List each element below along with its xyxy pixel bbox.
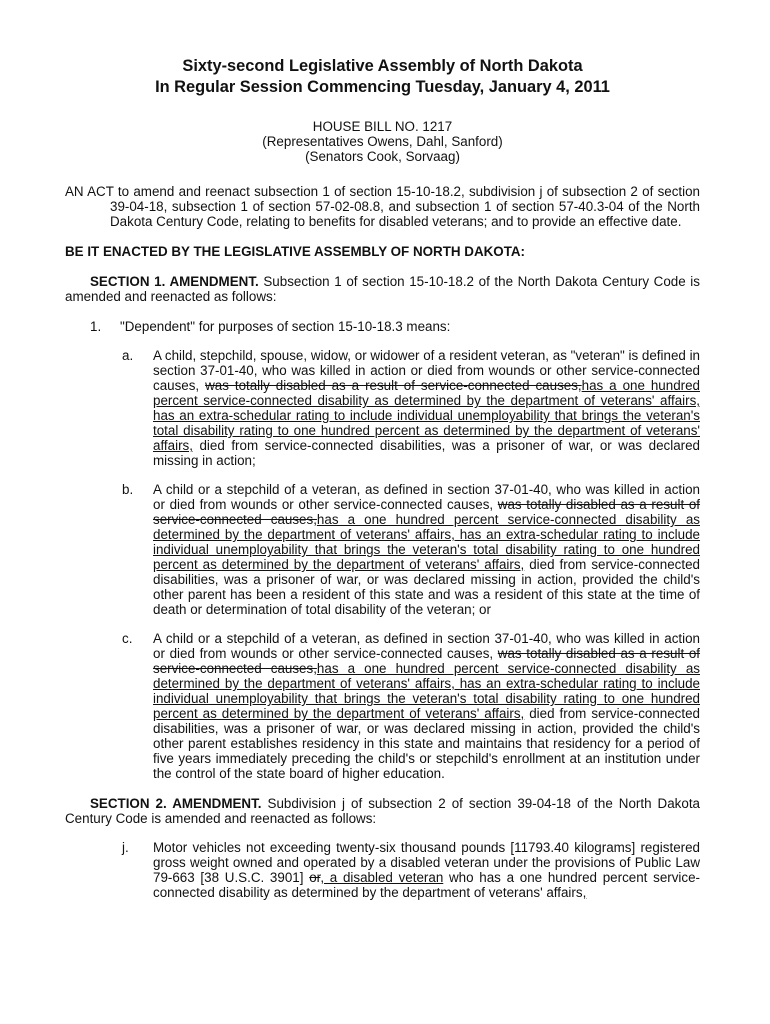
subdivision-c-post: died from service-connected disabilities, was a prisoner of war, or was declared missing in action, provided the child's other parent establishes residency in this state and maintains that residency for a period of five years immediately preceding the child's or stepchild's enrollment at an institution under the control of the state board of higher education. [153, 706, 700, 781]
subdivision-c [65, 631, 700, 781]
subdivision-c-pre: A child or a stepchild of a veteran, as defined in section 37-01-40, who was killed in action or died from wounds or other service-connected causes, [153, 631, 700, 661]
subsection-1-text: "Dependent" for purposes of section 15-10-18.3 means: [120, 319, 451, 334]
subdivision-b [65, 482, 700, 617]
act-title: AN ACT to amend and reenact subsection 1 of section 15-10-18.2, subdivision j of subsection 2 of section 39-04-18, subsection 1 of section 57-02-08.8, and subsection 1 of section 57-40.3-04 of the North Dakota Century Code, relating to benefits for disabled veterans; and to provide an effective date. [65, 184, 700, 229]
subdivision-a-inserted: has a one hundred percent service-connected disability as determined by the department of veterans' affairs, has an extra-schedular rating to include individual unemployability that brings the veteran's total disability rating to one hundred percent as determined by the department of veterans' affairs, [153, 378, 700, 453]
subdivision-b-pre: A child or a stepchild of a veteran, as defined in section 37-01-40, who was killed in action or died from wounds or other service-connected causes, [153, 482, 700, 512]
section-1-heading: SECTION 1. AMENDMENT. [90, 274, 259, 289]
subdivision-j-pre: Motor vehicles not exceeding twenty-six thousand pounds [11793.40 kilograms] registered gross weight owned and operated by a disabled veteran under the provisions of Public Law 79-663 [38 U.S.C. 3901] [153, 840, 700, 885]
document-title-line2: In Regular Session Commencing Tuesday, January 4, 2011 [155, 78, 610, 96]
section-1-intro [65, 274, 700, 304]
subdivision-b-inserted: has a one hundred percent service-connected disability as determined by the department of veterans' affairs, has an extra-schedular rating to include individual unemployability that brings the veteran's total disability rating to one hundred percent as determined by the department of veterans' affairs, [153, 512, 700, 572]
bill-number: HOUSE BILL NO. 1217 [312, 119, 453, 134]
document-title-line1: Sixty-second Legislative Assembly of North Dakota [182, 57, 583, 75]
subdivision-j [65, 840, 700, 900]
subdivision-c-letter: c. [122, 631, 133, 646]
subsection-1-number: 1. [90, 319, 102, 334]
subdivision-a-letter: a. [122, 348, 134, 363]
subdivision-a-text [153, 348, 700, 468]
subdivision-j-deleted: or [309, 870, 321, 885]
bill-senators: (Senators Cook, Sorvaag) [305, 149, 460, 164]
subdivision-a-pre: A child, stepchild, spouse, widow, or widower of a resident veteran, as "veteran" is defined in section 37-01-40, who was killed in action or died from wounds or other service-connected causes, [153, 348, 700, 393]
section-1-text: Subsection 1 of section 15-10-18.2 of the North Dakota Century Code is amended and reenacted as follows: [65, 274, 700, 304]
section-2-heading: SECTION 2. AMENDMENT. [90, 796, 262, 811]
subdivision-j-trailing-inserted: , [582, 885, 587, 900]
subdivision-j-post: who has a one hundred percent service-connected disability as determined by the department of veterans' affairs [153, 870, 701, 900]
subdivision-c-inserted: has a one hundred percent service-connected disability as determined by the department of veterans' affairs, has an extra-schedular rating to include individual unemployability that brings the veteran's total disability rating to one hundred percent as determined by the department of veterans' affairs, [153, 661, 700, 721]
subdivision-c-text [153, 631, 700, 781]
section-2-text: Subdivision j of subsection 2 of section 39-04-18 of the North Dakota Century Code is amended and reenacted as follows: [65, 796, 700, 826]
subdivision-b-post: died from service-connected disabilities, was a prisoner of war, or was declared missing in action, provided the child's other parent has been a resident of this state and was a resident of this state at the time of death or determination of total disability of the veteran; or [153, 557, 700, 617]
bill-representatives: (Representatives Owens, Dahl, Sanford) [262, 134, 503, 149]
subdivision-b-letter: b. [122, 482, 134, 497]
subdivision-j-inserted: , a disabled veteran [320, 870, 444, 885]
subdivision-b-text [153, 482, 700, 617]
subdivision-c-deleted: was totally disabled as a result of service-connected causes, [153, 646, 701, 676]
subdivision-a [65, 348, 700, 468]
subdivision-j-text [153, 840, 700, 900]
subdivision-a-post: died from service-connected disabilities, was a prisoner of war, or was declared missing in action; [153, 438, 700, 468]
subdivision-b-deleted: was totally disabled as a result of service-connected causes, [153, 497, 701, 527]
section-2-intro [65, 796, 700, 826]
subdivision-a-deleted: was totally disabled as a result of service-connected causes, [205, 378, 582, 393]
subdivision-j-letter: j. [122, 840, 129, 855]
subsection-1 [65, 319, 700, 334]
enacting-clause: BE IT ENACTED BY THE LEGISLATIVE ASSEMBLY OF NORTH DAKOTA: [65, 244, 526, 259]
